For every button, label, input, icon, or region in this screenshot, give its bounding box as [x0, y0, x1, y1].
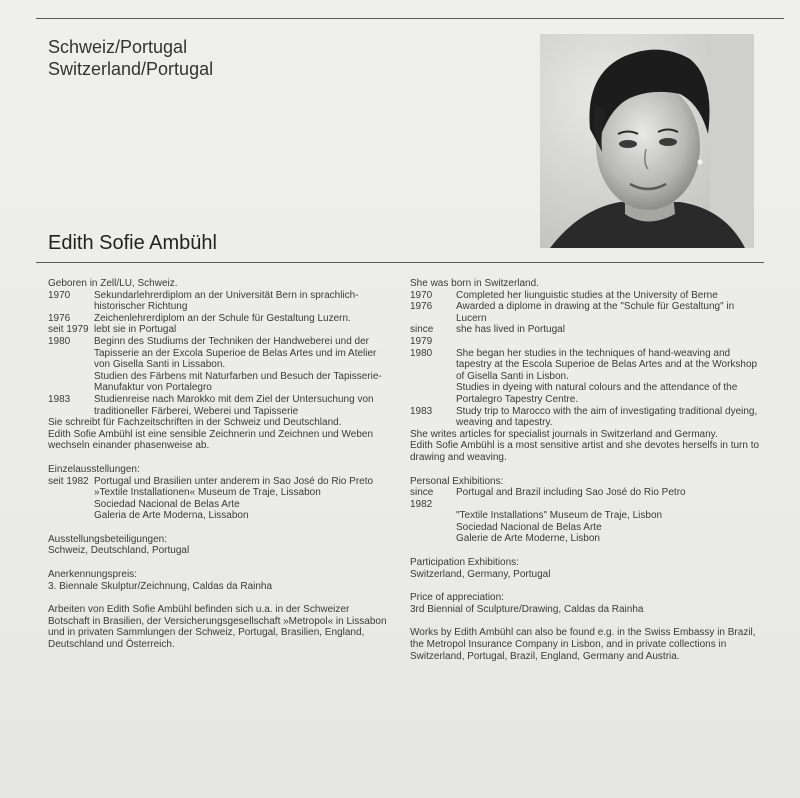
timeline-text: she has lived in Portugal — [456, 324, 565, 336]
exhibition-year — [410, 510, 456, 522]
timeline-text: Studien des Färbens mit Naturfarben und Besuch der Tapisserie-Manufaktur von Portalegro — [94, 370, 382, 394]
timeline-row — [410, 301, 762, 324]
born-text: She was born in Switzerland. — [410, 278, 539, 289]
exhibition-year: since 1982 — [410, 487, 434, 510]
exhibition-year — [48, 499, 94, 511]
award-heading: Anerkennungspreis: — [48, 569, 137, 581]
timeline-text: She began her studies in the techniques of hand-weaving and tapestry at the Escola Superioe de Belas Artes and at the Workshop of Gisella Santi in Lisbon. — [456, 347, 758, 382]
award-text: 3. Biennale Skulptur/Zeichnung, Caldas da Rainha — [48, 580, 273, 592]
timeline-text: lebt sie in Portugal — [94, 324, 177, 336]
timeline-year: 1980 — [410, 347, 433, 359]
exhibition-text: Galeria de Arte Moderna, Lissabon — [94, 510, 249, 522]
exhibition-text: Sociedad Nacional de Belas Arte — [456, 521, 602, 533]
timeline-row — [48, 324, 393, 336]
exhibition-year: seit 1982 — [48, 475, 89, 487]
timeline-year: 1983 — [410, 405, 433, 417]
exhibition-row — [48, 487, 393, 499]
timeline-row — [48, 394, 393, 417]
exhibition-row — [410, 533, 762, 545]
exhibition-row — [48, 499, 393, 511]
works-text: Arbeiten von Edith Sofie Ambühl befinden sich u.a. in der Schweizer Botschaft in Brasilien, der Versicherungsgesellschaft »Metropol« in Lissabon und in privaten Sammlungen der Schweiz, Portugal, Brasilien, England, Deutschland und Österreich. — [48, 604, 387, 651]
group-heading: Ausstellungsbeteiligungen: — [48, 533, 167, 545]
solo-heading: Einzelausstellungen: — [48, 463, 140, 475]
exhibition-row — [48, 476, 393, 488]
timeline-text: Studies in dyeing with natural colours and the attendance of the Portalegro Tapestry Centre. — [456, 382, 738, 405]
timeline-row — [48, 290, 393, 313]
exhibition-year — [48, 510, 94, 522]
group-heading: Participation Exhibitions: — [410, 557, 519, 569]
exhibition-row — [410, 487, 762, 510]
timeline-text: Study trip to Marocco with the aim of investigating traditional dyeing, weaving and tapestry. — [456, 405, 758, 429]
exhibition-year — [410, 522, 456, 534]
exhibition-row — [48, 510, 393, 522]
timeline-year: since 1979 — [410, 324, 434, 347]
solo-heading: Personal Exhibitions: — [410, 475, 504, 487]
timeline-text: Zeichenlehrerdiplom an der Schule für Gestaltung Luzern. — [94, 312, 351, 324]
timeline-year: seit 1979 — [48, 324, 89, 336]
artist-portrait — [540, 34, 754, 248]
award-heading: Price of appreciation: — [410, 592, 504, 604]
timeline-year: 1970 — [410, 289, 433, 301]
timeline-year: 1976 — [410, 301, 433, 313]
works-text: Works by Edith Ambühl can also be found e.g. in the Swiss Embassy in Brazil, the Metropol Insurance Company in Lisbon, and in private collections in Switzerland, Portugal, Brazil, England, Germany and Austria. — [410, 627, 756, 662]
top-rule — [36, 18, 784, 19]
exhibition-text: "Textile Installations" Museum de Traje, Lisbon — [456, 510, 663, 522]
name-rule — [36, 262, 764, 263]
timeline-row — [410, 348, 762, 383]
artist-name: Edith Sofie Ambühl — [48, 232, 217, 254]
timeline-year: 1976 — [48, 312, 71, 324]
german-column — [48, 278, 393, 651]
country-german: Schweiz/Portugal — [48, 37, 188, 57]
exhibition-text: Galerie de Arte Moderne, Lisbon — [456, 533, 600, 545]
timeline-text: Sekundarlehrerdiplom an der Universität Bern in sprachlich-historischer Richtung — [94, 289, 359, 313]
description-text: Edith Sofie Ambühl is a most sensitive artist and she devotes herselfs in turn to drawing and weaving. — [410, 440, 760, 463]
timeline-row — [410, 290, 762, 302]
group-text: Switzerland, Germany, Portugal — [410, 568, 551, 580]
exhibition-text: Portugal und Brasilien unter anderem in Sao José do Rio Preto — [94, 475, 374, 487]
exhibition-year — [48, 487, 94, 499]
timeline-text: Studienreise nach Marokko mit dem Ziel der Untersuchung von traditioneller Färberei, Weberei und Tapisserie — [94, 393, 374, 417]
description-text: Edith Sofie Ambühl ist eine sensible Zeichnerin und Zeichnen und Weben wechseln einander phasenweise ab. — [48, 428, 374, 452]
timeline-row — [410, 324, 762, 347]
timeline-row — [410, 406, 762, 429]
exhibition-row — [410, 522, 762, 534]
english-column — [410, 278, 762, 662]
journals-text: She writes articles for specialist journals in Switzerland and Germany. — [410, 428, 718, 440]
timeline-text: Completed her liunguistic studies at the University of Berne — [456, 289, 718, 301]
timeline-text: Beginn des Studiums der Techniken der Handweberei und der Tapisserie an der Excola Superioe de Belas Artes und im Atelier von Gisella Santi in Lissabon. — [94, 335, 377, 371]
timeline-row — [410, 382, 762, 405]
timeline-year: 1980 — [48, 335, 71, 347]
portrait-photo-icon — [540, 34, 754, 248]
timeline-text: Awarded a diplome in drawing at the "Schule für Gestaltung" in Lucern — [456, 301, 735, 324]
journals-text: Sie schreibt für Fachzeitschriften in der Schweiz und Deutschland. — [48, 417, 342, 429]
exhibition-row — [410, 510, 762, 522]
country-english: Switzerland/Portugal — [48, 59, 214, 79]
exhibition-text: Sociedad Nacional de Belas Arte — [94, 498, 240, 510]
timeline-year: 1970 — [48, 289, 71, 301]
group-text: Schweiz, Deutschland, Portugal — [48, 545, 190, 557]
timeline-row — [48, 336, 393, 371]
born-text: Geboren in Zell/LU, Schweiz. — [48, 278, 178, 289]
timeline-row — [48, 313, 393, 325]
timeline-row — [48, 371, 393, 394]
timeline-year — [48, 371, 94, 394]
exhibition-text: Portugal and Brazil including Sao José do Rio Petro — [456, 487, 686, 499]
exhibition-text: »Textile Installationen« Museum de Traje, Lissabon — [94, 487, 321, 499]
award-text: 3rd Biennial of Sculpture/Drawing, Caldas da Rainha — [410, 603, 644, 615]
timeline-year: 1983 — [48, 393, 71, 405]
timeline-year — [410, 382, 456, 405]
exhibition-year — [410, 533, 456, 545]
